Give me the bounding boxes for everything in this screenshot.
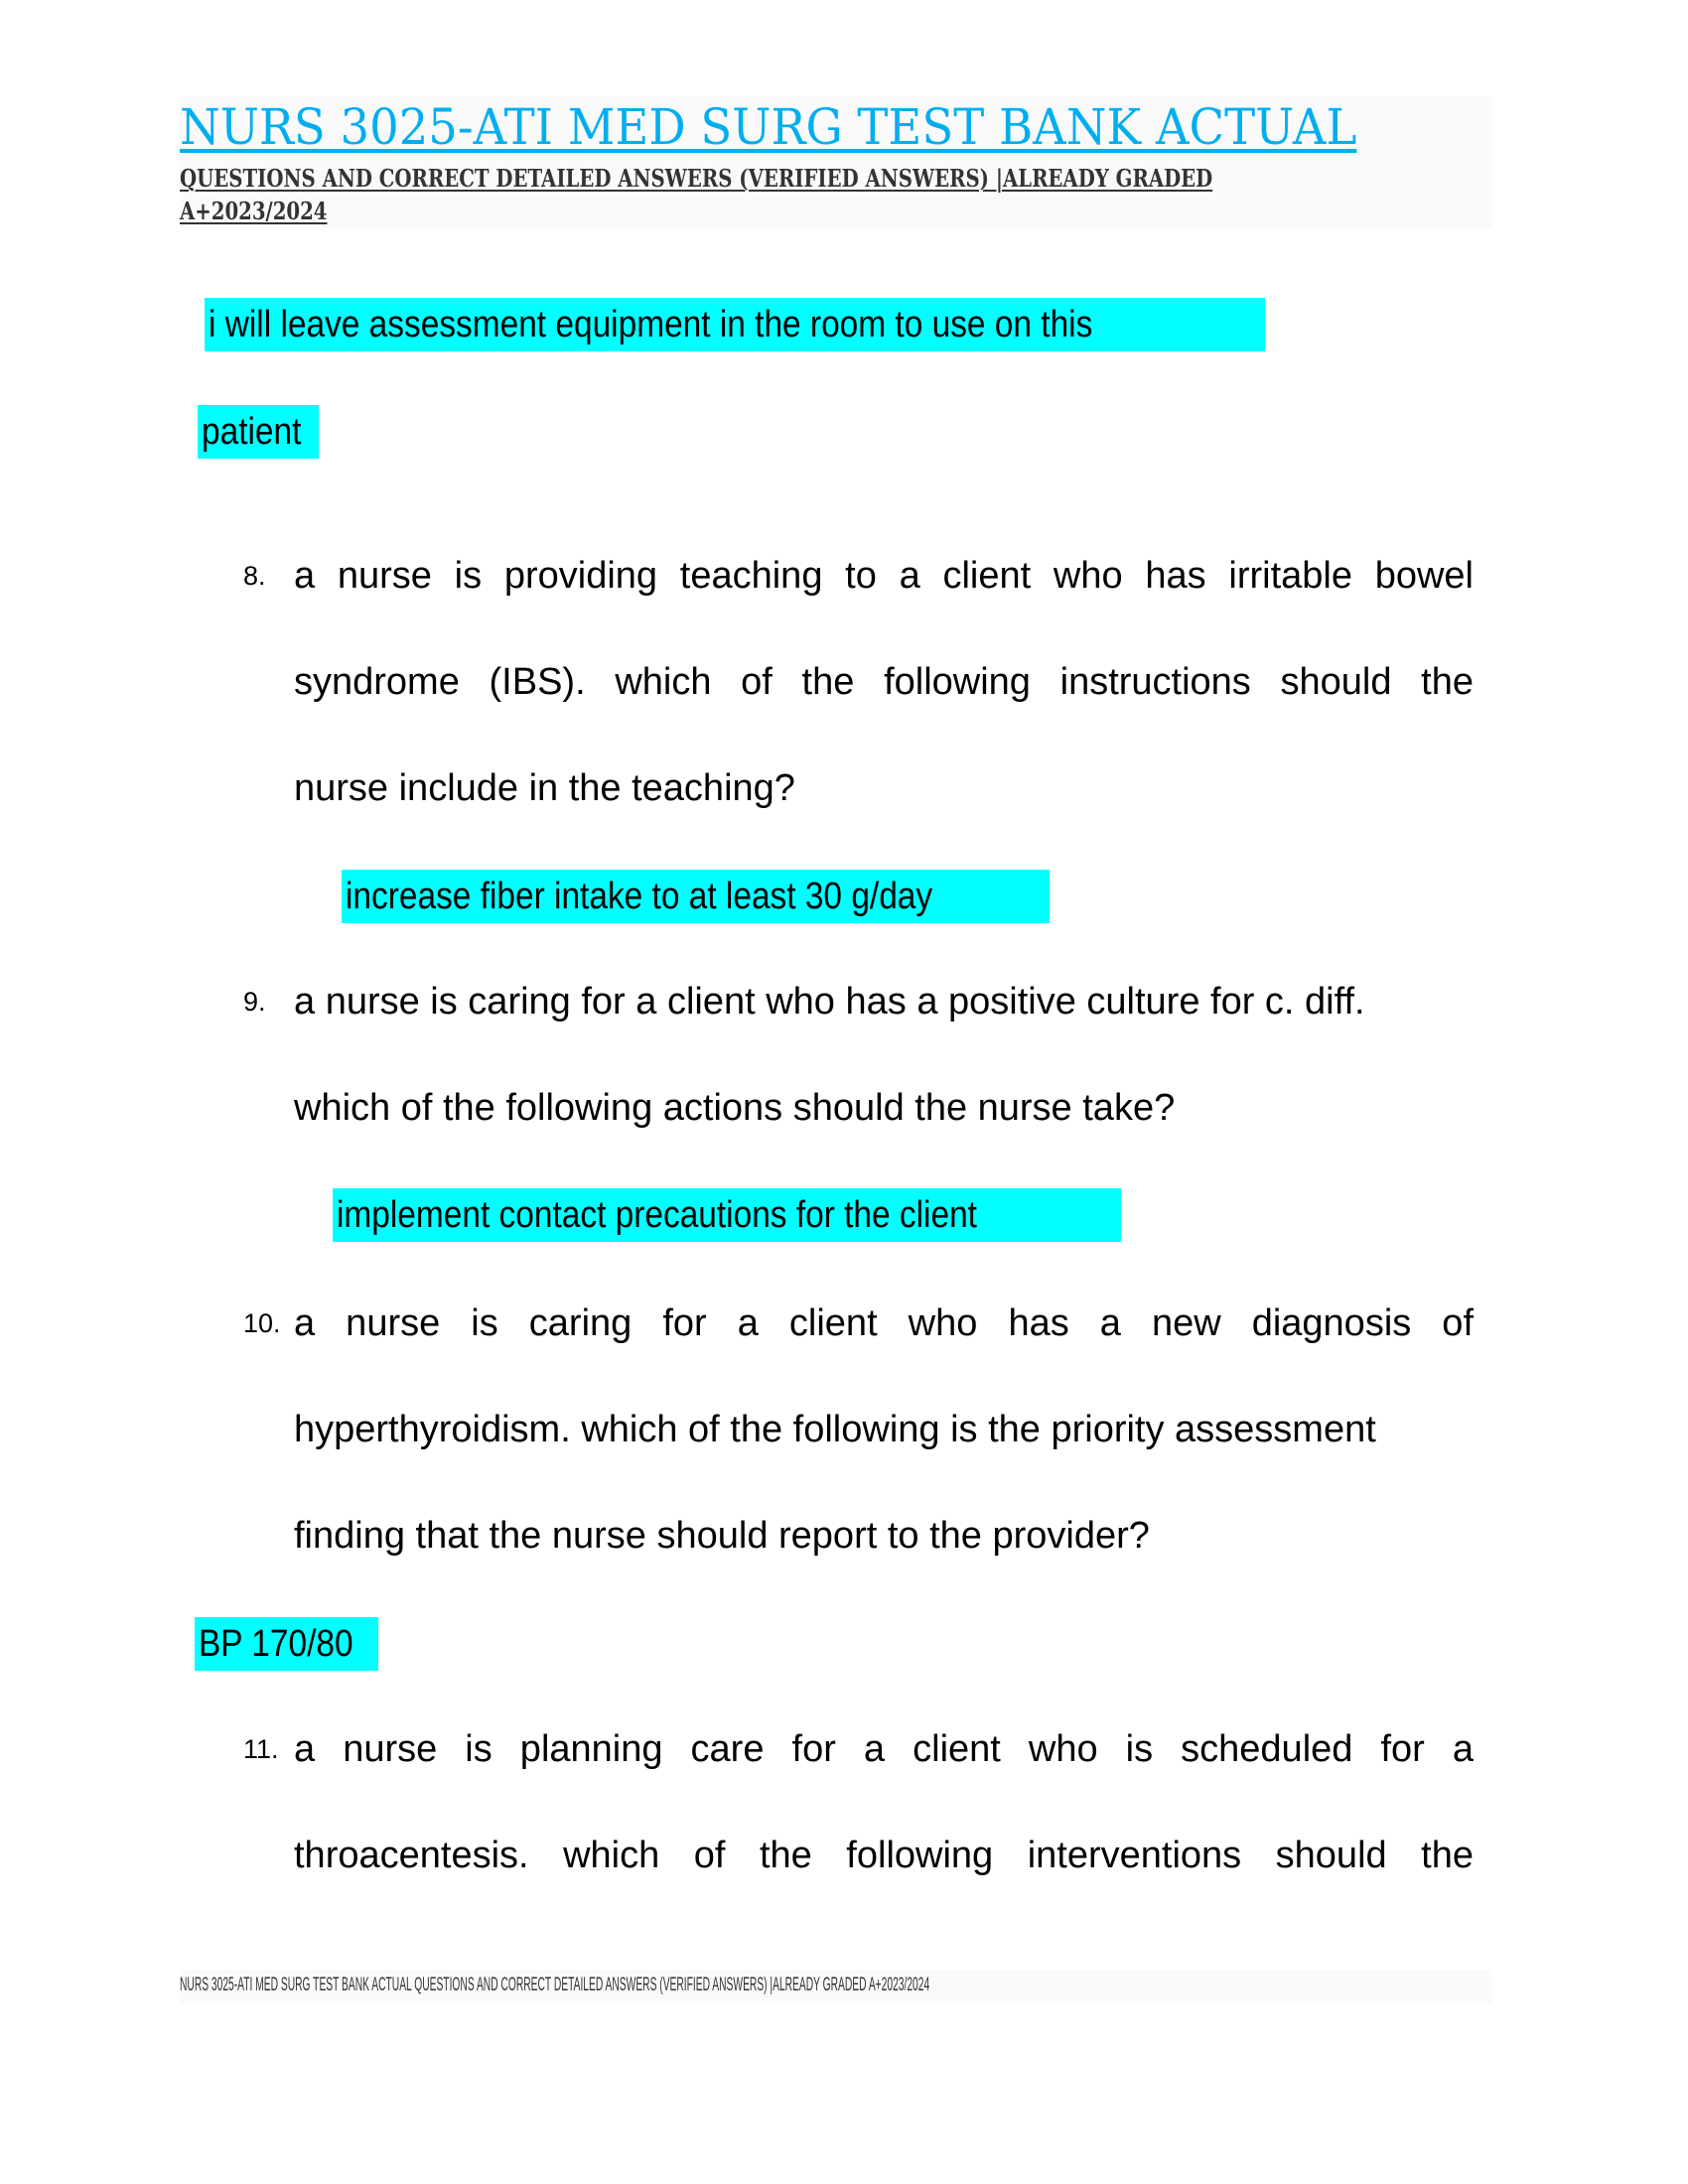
answer-text: implement contact precautions for the client	[337, 1194, 977, 1236]
question-number: 8.	[243, 561, 266, 591]
answer-highlight	[342, 870, 1050, 923]
document-subtitle: QUESTIONS AND CORRECT DETAILED ANSWERS (VERIFIED ANSWERS) |ALREADY GRADED A+2023/2024	[180, 164, 1213, 225]
answer-text: i will leave assessment equipment in the room to use on this	[209, 304, 1093, 345]
question-number: 11.	[243, 1734, 279, 1764]
answer-highlight	[195, 1617, 378, 1671]
question-number: 10.	[243, 1308, 281, 1338]
answer-text: BP 170/80	[199, 1623, 353, 1665]
question-text-line: a nurse is caring for a client who has a positive culture for c. diff.	[294, 981, 1365, 1023]
answer-text: patient	[202, 411, 302, 453]
question-number: 9.	[243, 987, 266, 1017]
question-text-line: syndrome (IBS). which of the following instructions should the	[294, 661, 1474, 703]
question-text-line: nurse include in the teaching?	[294, 767, 795, 809]
question-text-line: hyperthyroidism. which of the following is the priority assessment	[294, 1409, 1376, 1450]
answer-highlight	[333, 1188, 1121, 1242]
question-text-line: throacentesis. which of the following interventions should the	[294, 1835, 1474, 1876]
question-text-line: which of the following actions should the nurse take?	[294, 1087, 1176, 1129]
question-text-line: a nurse is providing teaching to a client who has irritable bowel	[294, 555, 1474, 597]
answer-text: increase fiber intake to at least 30 g/day	[346, 876, 933, 917]
question-text-line: a nurse is planning care for a client who is scheduled for a	[294, 1728, 1474, 1770]
document-title: NURS 3025-ATI MED SURG TEST BANK ACTUAL	[180, 98, 1357, 156]
document-header	[180, 96, 1492, 228]
answer-highlight-previous	[205, 298, 1265, 351]
footer-text: NURS 3025-ATI MED SURG TEST BANK ACTUAL QUESTIONS AND CORRECT DETAILED ANSWERS (VERIFIED ANSWERS) |ALREADY GRADED A+2023/2024	[180, 1975, 930, 1995]
page-footer	[180, 1970, 1492, 2003]
answer-highlight-previous-cont	[198, 405, 319, 459]
question-text-line: a nurse is caring for a client who has a new diagnosis of	[294, 1302, 1474, 1344]
question-text-line: finding that the nurse should report to the provider?	[294, 1515, 1150, 1557]
